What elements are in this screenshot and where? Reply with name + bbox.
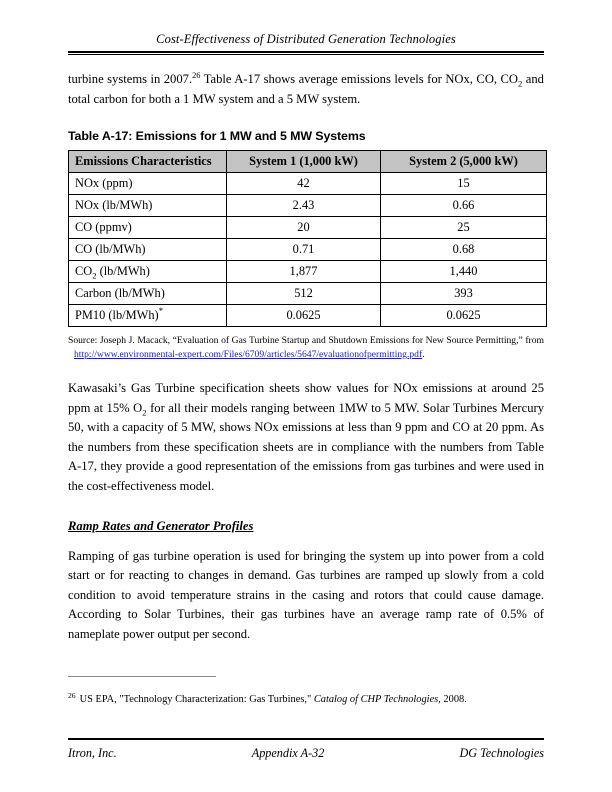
- row-value-system2: 1,440: [381, 261, 547, 283]
- footnote-italic-title: Catalog of CHP Technologies: [313, 694, 439, 705]
- row-value-system1: 42: [227, 173, 381, 195]
- footer-rule: [68, 738, 544, 740]
- column-header-characteristics: Emissions Characteristics: [69, 151, 227, 173]
- page-footer: [68, 738, 544, 761]
- row-value-system1: 2.43: [227, 195, 381, 217]
- row-value-system2: 393: [381, 283, 547, 305]
- table-row: [69, 217, 547, 239]
- section-heading-ramp-rates: Ramp Rates and Generator Profiles: [68, 518, 254, 533]
- footnote-number: 26: [68, 690, 76, 700]
- footer-company: Itron, Inc.: [68, 746, 117, 760]
- page-header: [68, 32, 544, 55]
- spacer: [68, 497, 544, 517]
- row-label-text: CO: [75, 264, 93, 279]
- footer-row: [68, 746, 544, 761]
- row-value-system1: 20: [227, 217, 381, 239]
- spacer: [68, 361, 544, 379]
- table-header: [69, 151, 547, 173]
- spacer: [68, 535, 544, 547]
- row-value-system2: 0.0625: [381, 305, 547, 327]
- table-row: [69, 283, 547, 305]
- row-label: NOx (lb/MWh): [69, 195, 227, 217]
- intro-co2-subscript: 2: [518, 78, 523, 89]
- row-value-system2: 0.68: [381, 239, 547, 261]
- row-value-system1: 0.0625: [227, 305, 381, 327]
- row-label: CO (ppmv): [69, 217, 227, 239]
- kawasaki-part1: Kawasaki’s Gas Turbine specification sheets show values for NOx emissions at around 25 ppm at 15% O: [68, 381, 544, 415]
- intro-footnote-marker: 26: [192, 70, 201, 80]
- footer-section: DG Technologies: [459, 746, 544, 760]
- kawasaki-part2: for all their models ranging between 1MW to 5 MW. Solar Turbines Mercury 50, with a capacity of 5 MW, shows NOx emissions at less than 9 ppm and CO at 20 ppm. As the numbers from these specification sheets are in compliance with the numbers from Table A-17, they provide a good representation of the emissions from gas turbines and were used in the cost-effectiveness model.: [68, 400, 544, 493]
- table-row: [69, 173, 547, 195]
- row-label: CO (lb/MWh): [69, 239, 227, 261]
- footnote-area: [68, 676, 544, 707]
- intro-paragraph: [68, 70, 544, 109]
- row-value-system1: 1,877: [227, 261, 381, 283]
- intro-part3: and total carbon for both a 1 MW system and a 5 MW system.: [68, 72, 544, 106]
- row-label: NOx (ppm): [69, 173, 227, 195]
- source-note-prefix: Source: Joseph J. Macack, “Evaluation of Gas Turbine Startup and Shutdown Emissions for New Source Permitting,” from: [68, 335, 544, 347]
- row-label-asterisk: *: [158, 306, 164, 317]
- row-label: [69, 261, 227, 283]
- header-rule-thin: [68, 54, 544, 55]
- source-note-suffix: .: [422, 348, 425, 360]
- table-caption: Table A-17: Emissions for 1 MW and 5 MW Systems: [68, 129, 366, 144]
- row-label: Carbon (lb/MWh): [69, 283, 227, 305]
- row-label-tail: (lb/MWh): [96, 264, 150, 279]
- table-row: [69, 261, 547, 283]
- table-row: [69, 305, 547, 327]
- table-source-note: [68, 334, 544, 361]
- row-value-system2: 25: [381, 217, 547, 239]
- source-url-link[interactable]: http://www.environmental-expert.com/Files/6709/articles/5647/evaluationofpermitting.pdf: [74, 348, 423, 360]
- ramp-rates-paragraph: Ramping of gas turbine operation is used for bringing the system up into power from a cold start or for reacting to changes in demand. Gas turbines are ramped up slowly from a cold condition to avoid temperature strains in the casing and rotors that could cause damage. According to Solar Turbines, their gas turbines have an average ramp rate of 0.5% of nameplate power output per second.: [68, 548, 544, 641]
- emissions-table: [68, 150, 547, 327]
- intro-part2: Table A-17 shows average emissions levels for NOx, CO, CO: [200, 72, 519, 86]
- footnote-26: [68, 690, 544, 707]
- spacer: [68, 109, 544, 129]
- header-rule-thick: [68, 51, 544, 53]
- footnote-separator-rule: [68, 676, 216, 677]
- intro-part1: turbine systems in 2007.: [68, 72, 193, 86]
- row-value-system1: 512: [227, 283, 381, 305]
- table-header-row: [69, 151, 547, 173]
- column-header-system1: System 1 (1,000 kW): [227, 151, 381, 173]
- running-header-title: Cost-Effectiveness of Distributed Generation Technologies: [156, 32, 456, 46]
- section-heading-wrap: [68, 517, 544, 535]
- row-value-system2: 15: [381, 173, 547, 195]
- table-row: [69, 195, 547, 217]
- table-row: [69, 239, 547, 261]
- footer-page-label: Appendix A-32: [251, 746, 325, 760]
- row-value-system2: 0.66: [381, 195, 547, 217]
- document-content: [68, 70, 544, 645]
- row-value-system1: 0.71: [227, 239, 381, 261]
- table-body: [69, 173, 547, 327]
- row-label-text: PM10 (lb/MWh): [75, 308, 159, 323]
- kawasaki-paragraph: [68, 379, 544, 497]
- row-label-subscript: 2: [92, 270, 97, 281]
- column-header-system2: System 2 (5,000 kW): [381, 151, 547, 173]
- footnote-text-part1: US EPA, "Technology Characterization: Gas Turbines,": [79, 694, 314, 705]
- row-label: [69, 305, 227, 327]
- footnote-text-part2: , 2008.: [438, 694, 467, 705]
- kawasaki-o2-subscript: 2: [142, 407, 147, 418]
